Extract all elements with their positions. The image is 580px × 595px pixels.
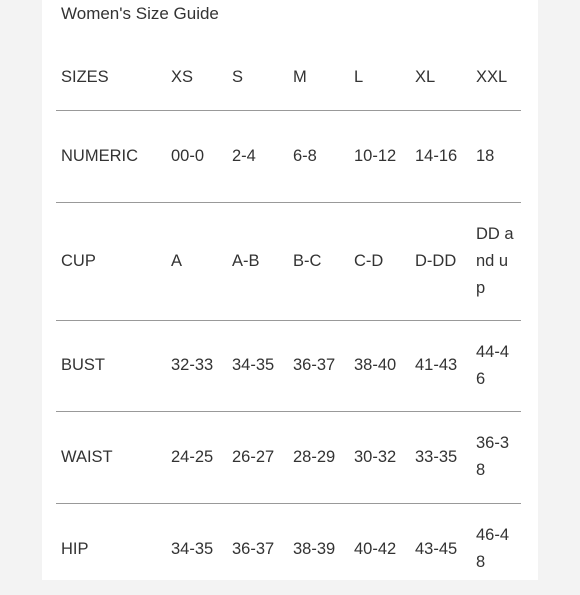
table-cell: A (171, 251, 183, 270)
table-cell: 10-12 (354, 146, 397, 165)
size-guide-table (56, 46, 521, 595)
table-cell: 14-16 (415, 146, 458, 165)
table-cell: 30-32 (354, 447, 397, 466)
table-cell: 00-0 (171, 146, 205, 165)
table-row-bust (56, 320, 521, 411)
table-cell: 44-46 (476, 342, 510, 388)
header-cell-l: L (354, 68, 364, 87)
table-row-cup (56, 202, 521, 320)
table-cell: A-B (232, 251, 260, 270)
table-cell: 36-38 (476, 434, 510, 479)
header-cell-xs: XS (171, 68, 194, 87)
table-cell: 24-25 (171, 447, 214, 466)
table-cell: 41-43 (415, 356, 458, 374)
table-cell: C-D (354, 251, 384, 270)
table-cell: 40-42 (354, 539, 397, 558)
page-title: Women's Size Guide (61, 4, 219, 23)
table-cell: B-C (293, 251, 322, 270)
table-cell: 32-33 (171, 356, 214, 374)
row-label-bust: BUST (61, 356, 106, 374)
header-cell-s: S (232, 68, 244, 87)
table-cell: D-DD (415, 251, 457, 270)
table-cell: 38-39 (293, 539, 336, 558)
table-row-numeric (56, 110, 521, 202)
table-cell: 6-8 (293, 146, 317, 165)
table-row-hip (56, 503, 521, 595)
table-cell: 34-35 (232, 356, 275, 374)
table-row-waist (56, 411, 521, 503)
table-cell: DD and up (476, 224, 514, 297)
table-cell: 38-40 (354, 356, 397, 374)
header-cell-m: M (293, 68, 307, 87)
row-label-cup: CUP (61, 251, 96, 270)
table-header-row (56, 46, 521, 110)
table-cell: 34-35 (171, 539, 214, 558)
table-cell: 43-45 (415, 539, 458, 558)
table-cell: 26-27 (232, 447, 275, 466)
table-cell: 33-35 (415, 447, 458, 466)
table-cell: 28-29 (293, 447, 336, 466)
header-cell-sizes: SIZES (61, 68, 109, 87)
table-cell: 2-4 (232, 146, 256, 165)
header-cell-xl: XL (415, 68, 436, 87)
table-cell: 18 (476, 146, 495, 165)
header-cell-xxl: XXL (476, 68, 508, 87)
row-label-numeric: NUMERIC (61, 146, 138, 165)
table-cell: 36-37 (232, 539, 275, 558)
row-label-waist: WAIST (61, 447, 113, 466)
table-cell: 46-48 (476, 526, 510, 572)
size-guide-sheet (42, 0, 538, 580)
row-label-hip: HIP (61, 539, 89, 558)
table-cell: 36-37 (293, 356, 336, 374)
